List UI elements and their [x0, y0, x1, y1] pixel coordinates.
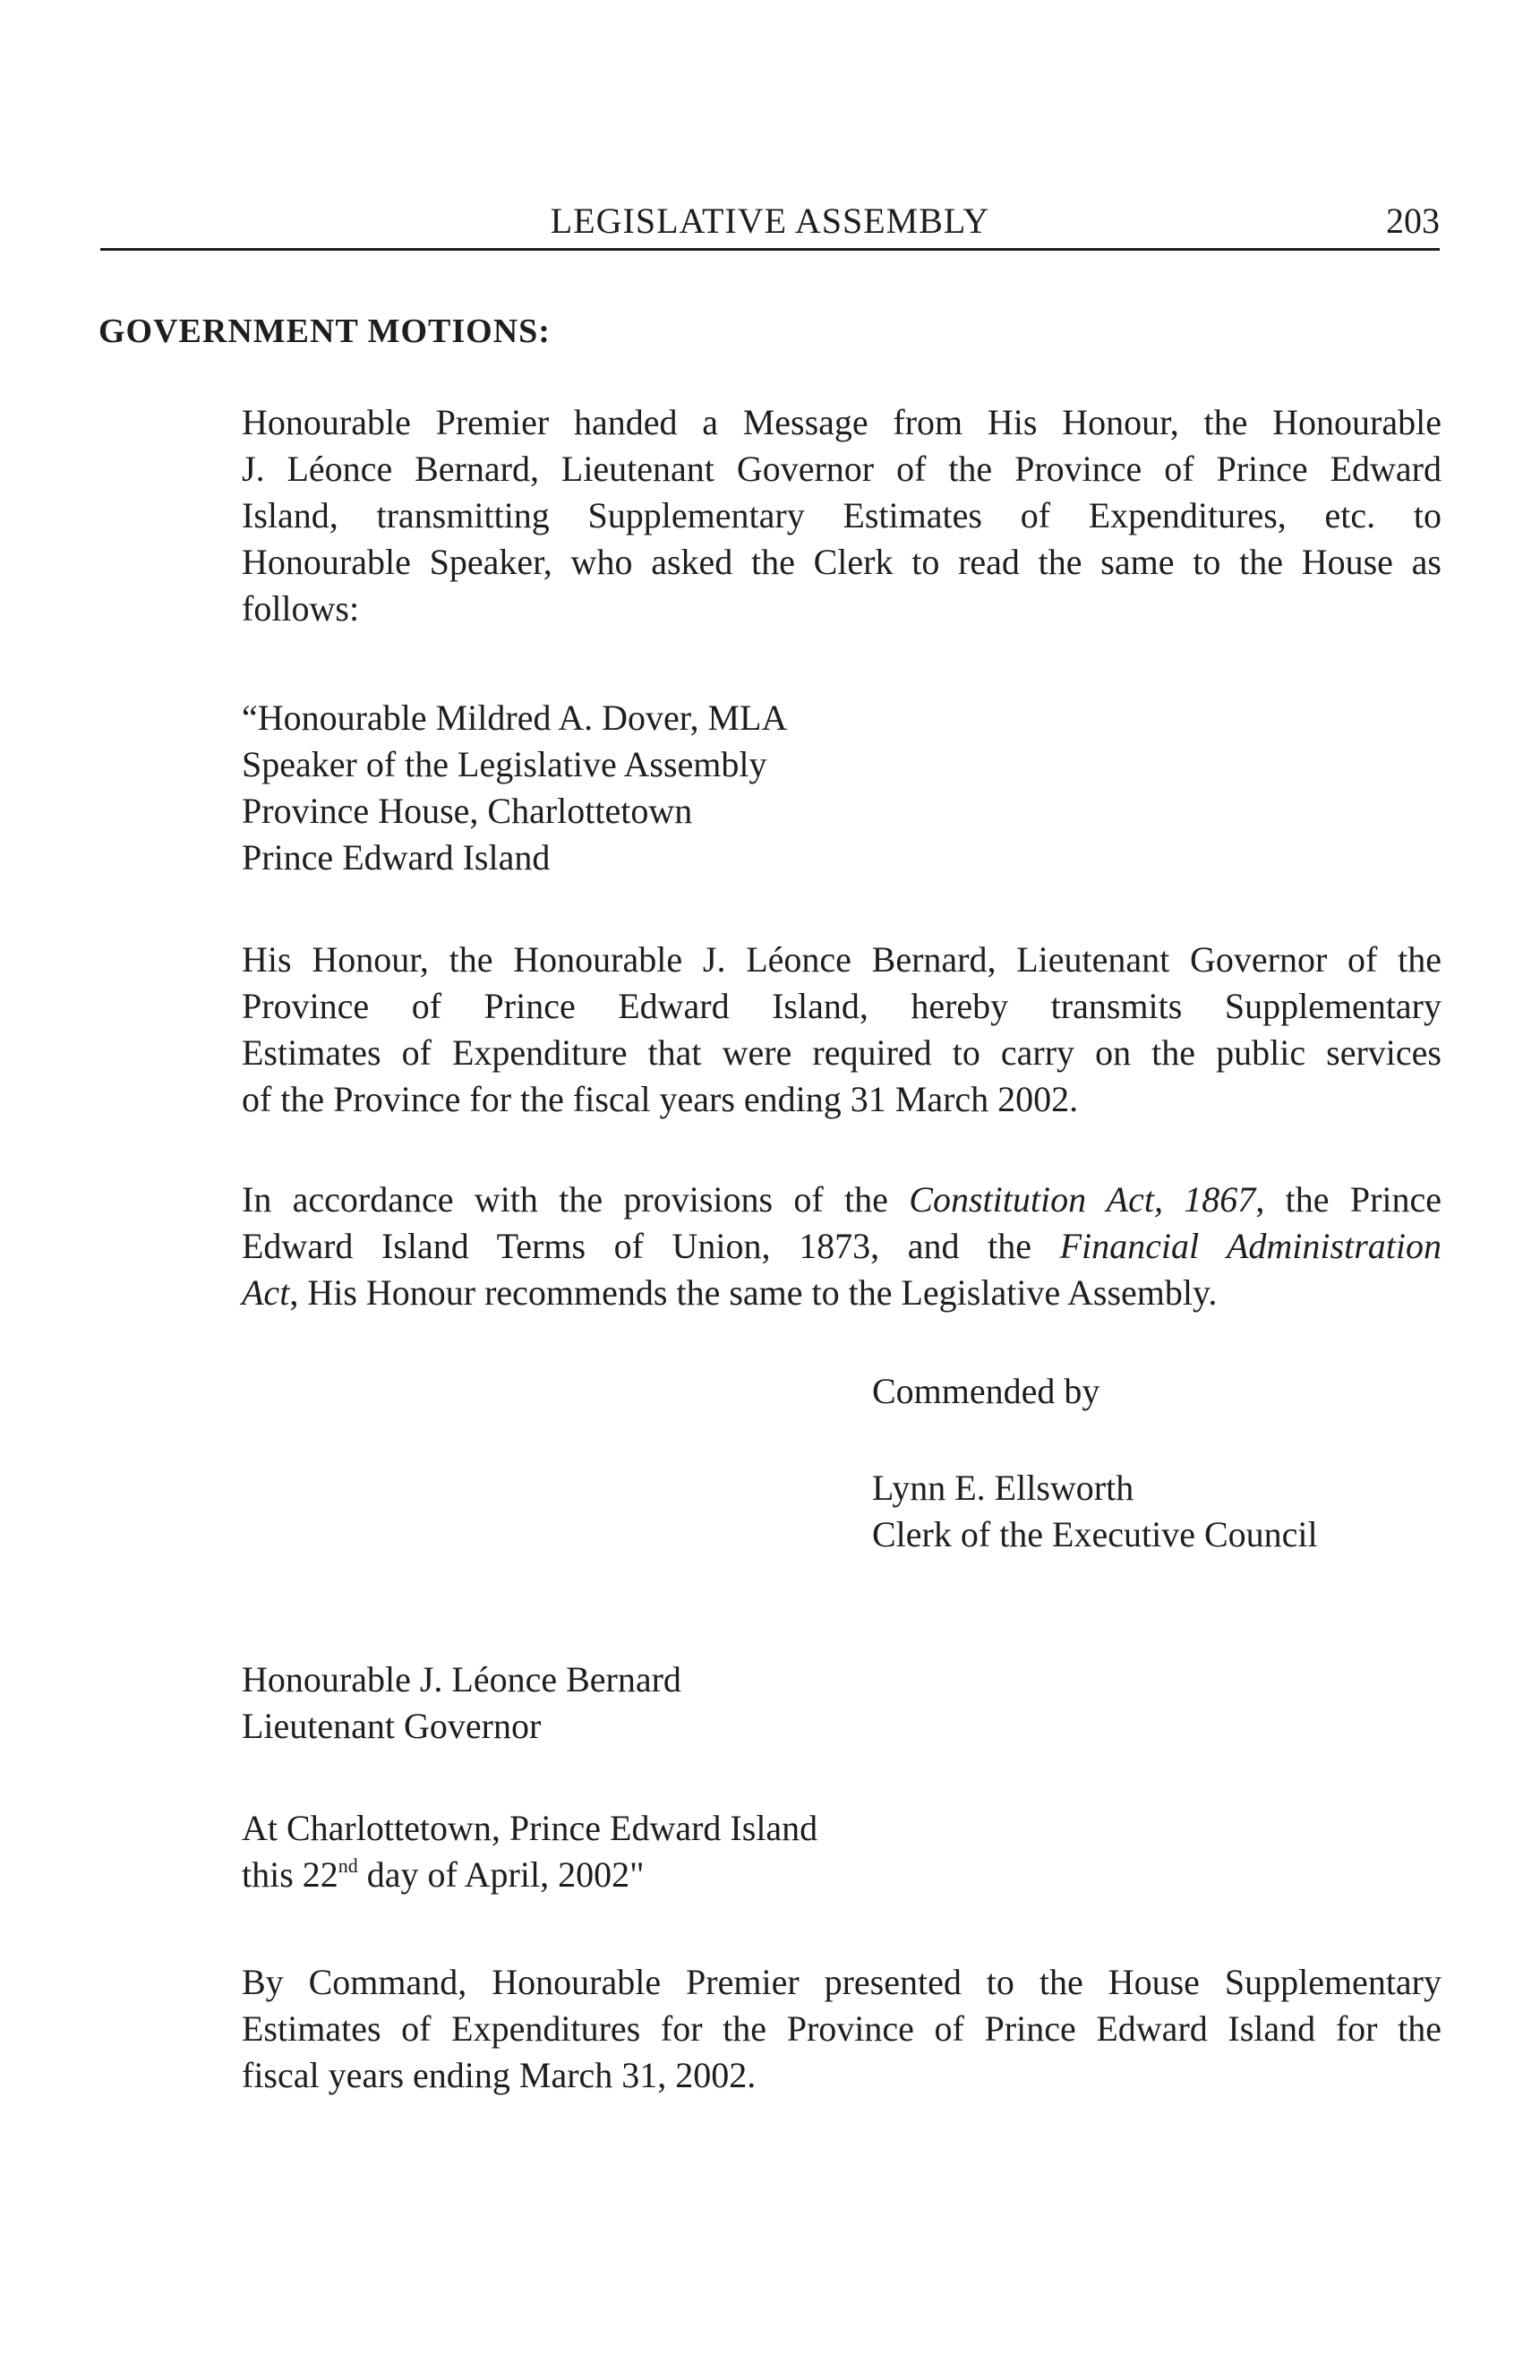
- paragraph-line: Honourable Speaker, who asked the Clerk to read the same to the House as: [242, 542, 1442, 582]
- paragraph-line: Island, transmitting Supplementary Estimates of Expenditures, etc. to: [242, 495, 1442, 535]
- paragraph-line: of the Province for the fiscal years ending 31 March 2002.: [242, 1079, 1079, 1119]
- date-line: [242, 1852, 1442, 1898]
- ordinal-suffix: nd: [338, 1854, 358, 1877]
- text-run: this 22: [242, 1854, 338, 1895]
- text-run: , His Honour recommends the same to the Legislative Assembly.: [289, 1272, 1218, 1313]
- header-rule: [100, 248, 1440, 251]
- place-line: At Charlottetown, Prince Edward Island: [242, 1808, 818, 1848]
- recommendation-paragraph: [242, 1177, 1442, 1316]
- governor-name: Honourable J. Léonce Bernard: [242, 1659, 681, 1699]
- paragraph-line: Province of Prince Edward Island, hereby transmits Supplementary: [242, 986, 1442, 1026]
- text-run: , the Prince: [1255, 1179, 1442, 1220]
- act-title: Act: [242, 1272, 290, 1313]
- clerk-name: Lynn E. Ellsworth: [872, 1468, 1134, 1508]
- paragraph-line: [242, 1223, 1442, 1270]
- place-date-block: [242, 1805, 1442, 1898]
- governor-title: Lieutenant Governor: [242, 1706, 542, 1746]
- command-paragraph: [242, 1959, 1442, 2099]
- address-line: Province House, Charlottetown: [242, 791, 693, 831]
- address-line: Speaker of the Legislative Assembly: [242, 744, 767, 784]
- text-run: In accordance with the provisions of the: [242, 1179, 910, 1220]
- page-number: 203: [1386, 201, 1440, 241]
- paragraph-line: Honourable Premier handed a Message from His Honour, the Honourable: [242, 402, 1442, 442]
- act-title: Constitution Act, 1867: [909, 1179, 1256, 1220]
- address-block: [242, 695, 1442, 881]
- transmittal-paragraph: [242, 937, 1442, 1123]
- paragraph-line: Estimates of Expenditures for the Province of Prince Edward Island for the: [242, 2008, 1442, 2049]
- intro-paragraph: [242, 399, 1442, 632]
- address-line: Prince Edward Island: [242, 837, 551, 878]
- commended-label: Commended by: [872, 1371, 1100, 1411]
- act-title: Financial Administration: [1059, 1226, 1442, 1266]
- running-header: [100, 199, 1440, 253]
- paragraph-line: follows:: [242, 588, 360, 629]
- paragraph-line: His Honour, the Honourable J. Léonce Bernard, Lieutenant Governor of the: [242, 939, 1442, 980]
- text-run: day of April, 2002": [357, 1854, 645, 1895]
- section-heading: GOVERNMENT MOTIONS:: [98, 312, 551, 350]
- paragraph-line: [242, 1177, 1442, 1223]
- clerk-title: Clerk of the Executive Council: [872, 1514, 1318, 1554]
- paragraph-line: [242, 1270, 1442, 1316]
- paragraph-line: J. Léonce Bernard, Lieutenant Governor of the Province of Prince Edward: [242, 449, 1442, 489]
- paragraph-line: fiscal years ending March 31, 2002.: [242, 2055, 757, 2095]
- running-title: LEGISLATIVE ASSEMBLY: [550, 201, 990, 241]
- address-line: “Honourable Mildred A. Dover, MLA: [242, 698, 788, 738]
- governor-signature-block: [242, 1657, 1442, 1750]
- clerk-signature-block: [872, 1465, 1318, 1558]
- paragraph-line: Estimates of Expenditure that were required to carry on the public services: [242, 1032, 1442, 1073]
- paragraph-line: By Command, Honourable Premier presented to the House Supplementary: [242, 1962, 1442, 2002]
- text-run: Edward Island Terms of Union, 1873, and the: [242, 1226, 1060, 1266]
